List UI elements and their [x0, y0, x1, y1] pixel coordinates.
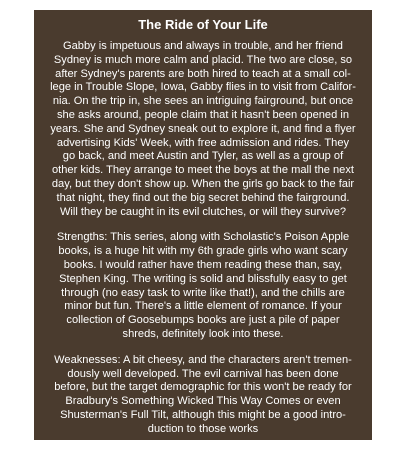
strengths-paragraph: Strengths: This series, along with Scholastic's Poison Apple books, is a huge hit with my 6th grade girls who want scary books. I would rather have them reading these than, say, Stephen King. The writing is solid and blissfully easy to get through (no easy task to write like that!), and the chills are minor but fun. There's a little element of romance. If your collection of Goosebumps books are just a pile of paper shreds, definitely look into these.: [56, 231, 350, 340]
summary-paragraph: Gabby is impetuous and always in trouble, and her friend Sydney is much more calm and placid. The two are close, so after Sydney's parents are both hired to teach at a small col- lege in Trouble Slope, Iowa, Gabby flies in to visit from Califor- nia. On the trip in, she sees an intriguing fairground, but once she asks around, people claim that it hasn't been opened in years. She and Sydney sneak out to explore it, and find a flyer advertising Kids' Week, with free admission and rides. They go back, and meet Austin and Tyler, as well as a group of other kids. They arrange to meet the boys at the mall the next day, but they don't show up. When the girls go back to the fair that night, they find out the big secret behind the fairground. Will they be caught in its evil clutches, or will they survive?: [50, 40, 356, 218]
paragraph-spacer: [42, 219, 364, 231]
weaknesses-paragraph: Weaknesses: A bit cheesy, and the characters aren't tremen- dously well developed. The evil carnival has been done before, but the target demographic for this won't be ready for Bradbury's Something Wicked This Way Comes or even Shusterman's Full Tilt, although this might be a good intro- duction to those works: [54, 353, 352, 435]
review-title: The Ride of Your Life: [138, 17, 268, 32]
paragraph-spacer: [42, 342, 364, 354]
review-card: [34, 10, 372, 440]
